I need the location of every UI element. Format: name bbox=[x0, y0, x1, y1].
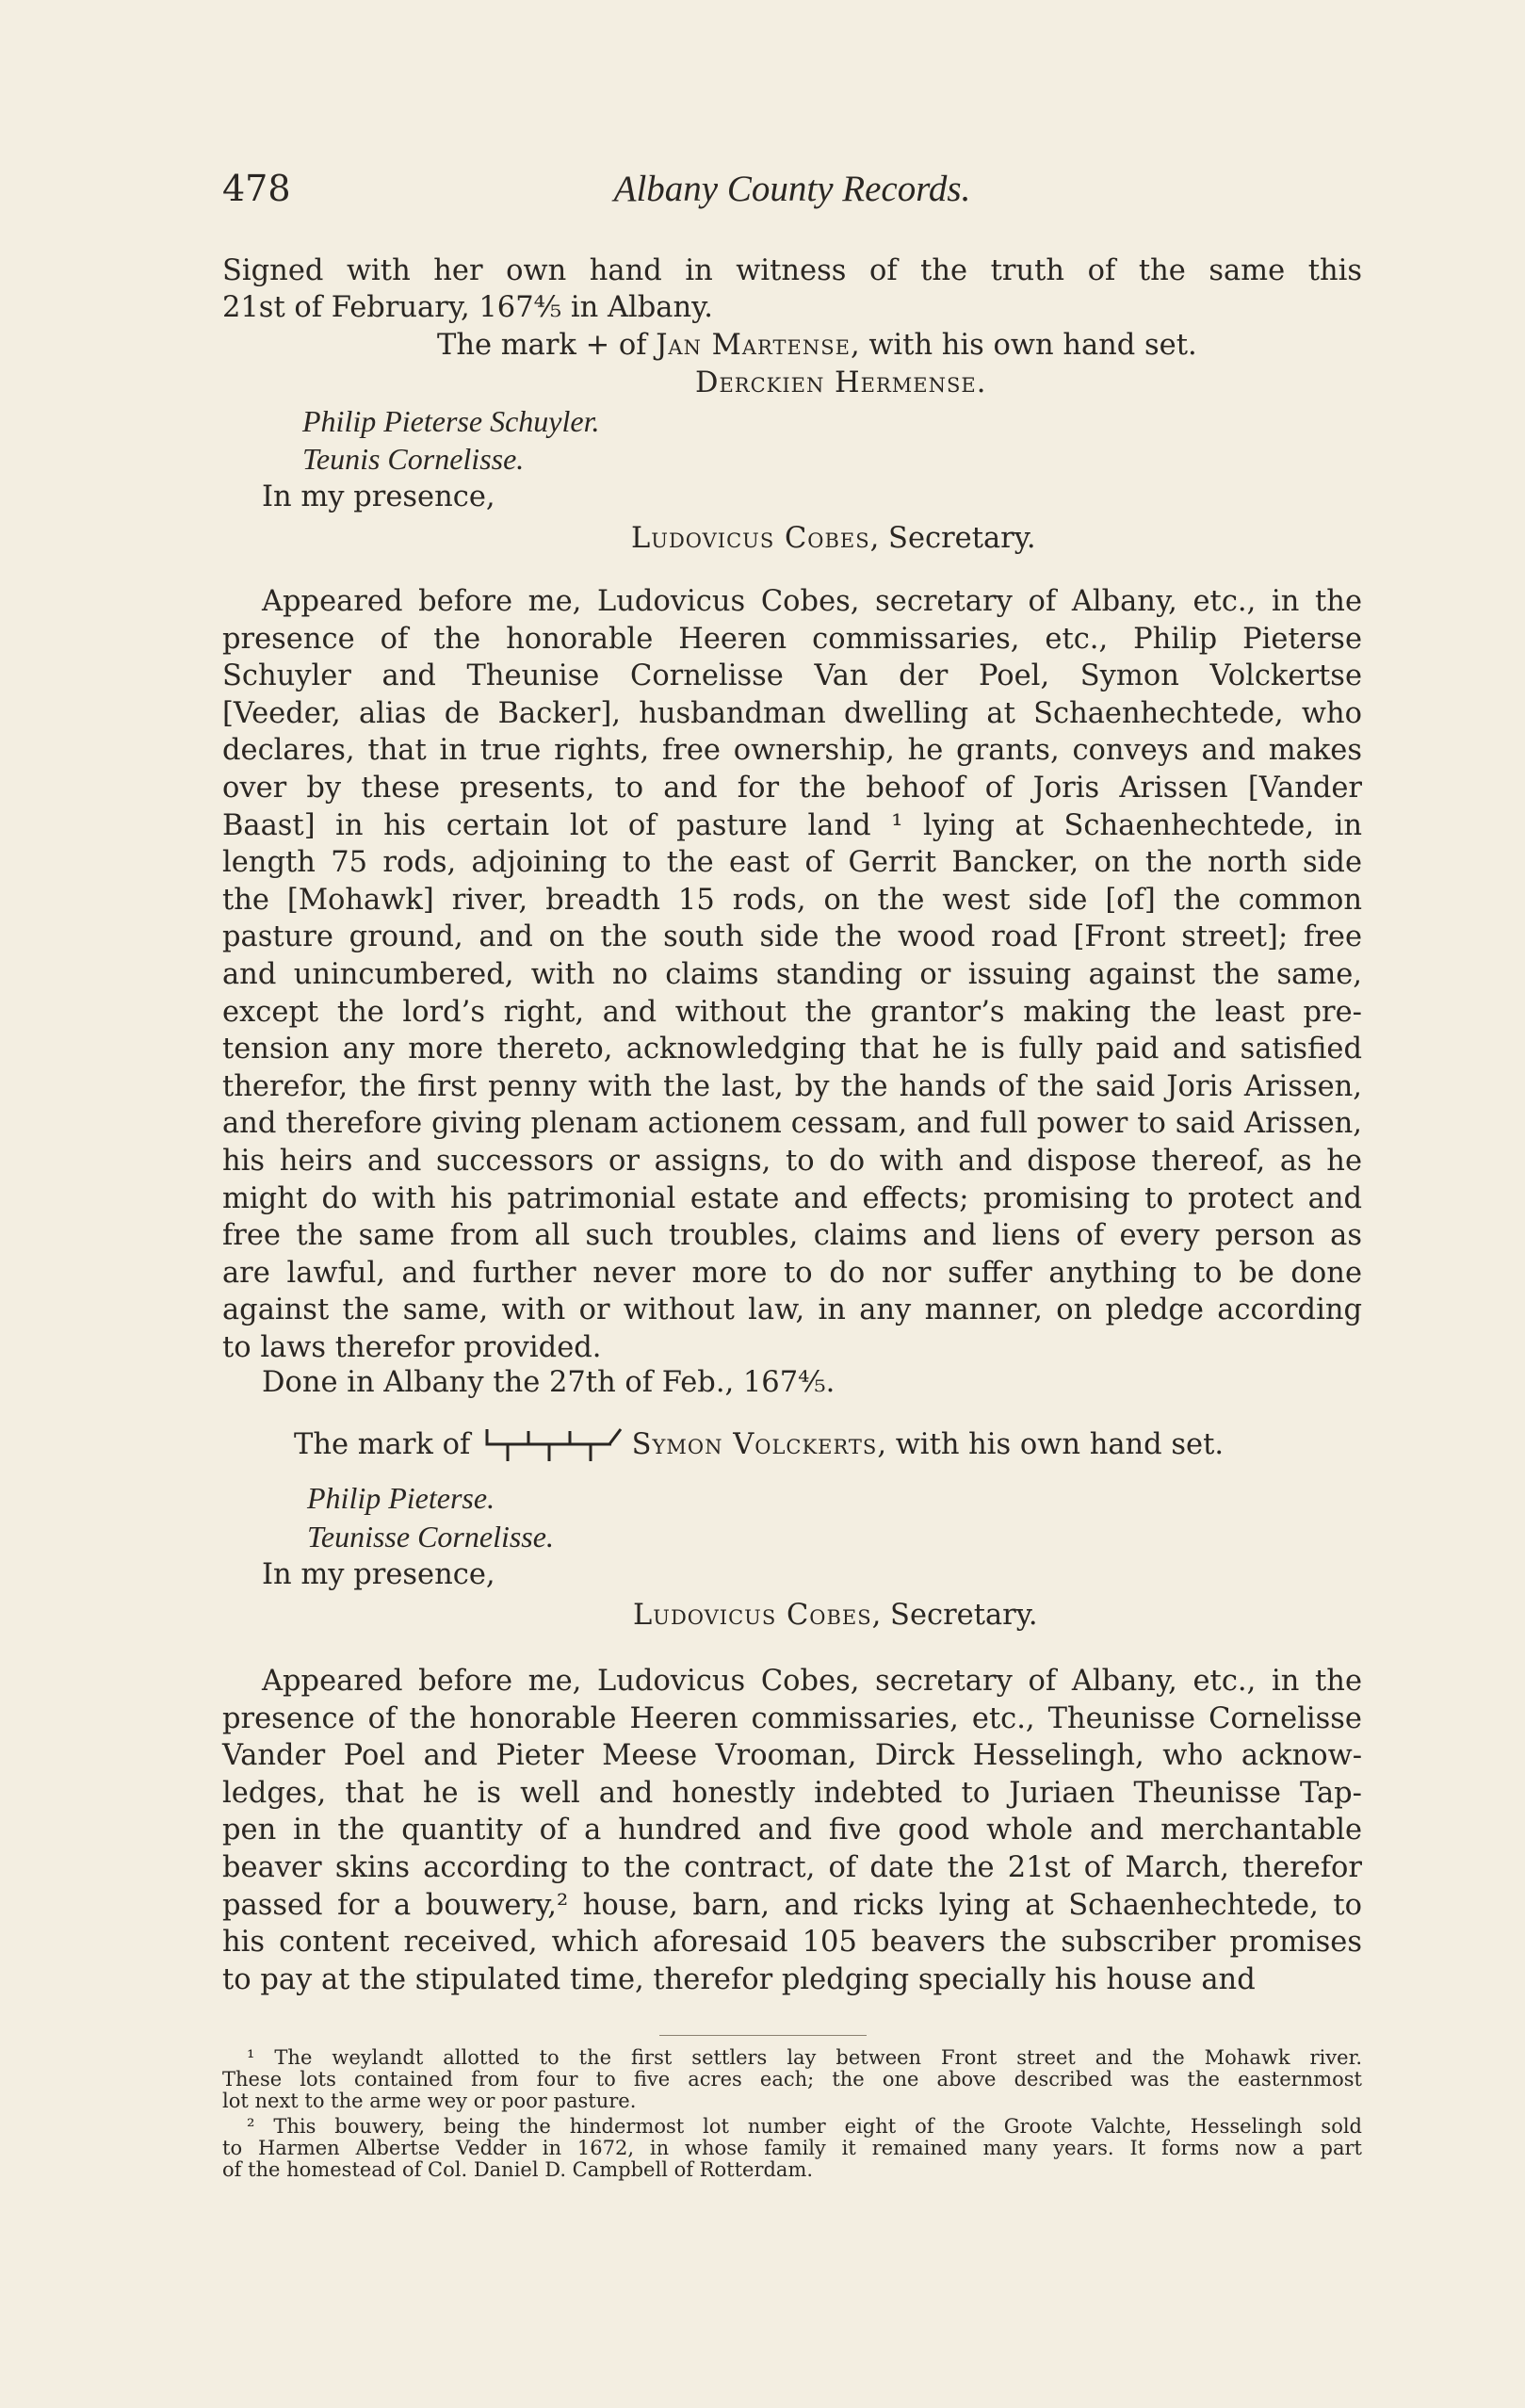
footnote-line: lot next to the arme wey or poor pasture. bbox=[222, 2090, 637, 2112]
mark-name: Symon Volckerts bbox=[631, 1428, 878, 1461]
body-line: are lawful, and further never more to do nor suffer anything to be done bbox=[222, 1256, 1362, 1290]
mark-prefix: The mark of bbox=[294, 1428, 471, 1461]
body-line: to pay at the stipulated time, therefor pledging specially his house and bbox=[222, 1962, 1256, 1996]
body-line: and therefore giving plenam actionem cessam, and full power to said Arissen, bbox=[222, 1107, 1362, 1141]
secretary-title: , Secretary. bbox=[871, 1599, 1038, 1632]
footnote-line: of the homestead of Col. Daniel D. Campbell of Rotterdam. bbox=[222, 2158, 814, 2181]
body-line: presence of the honorable Heeren commissaries, etc., Theunisse Cornelisse bbox=[222, 1701, 1362, 1735]
body-line: his heirs and successors or assigns, to do with and dispose thereof, as he bbox=[222, 1145, 1362, 1178]
body-line: Baast] in his certain lot of pasture land ¹ lying at Schaenhechtede, in bbox=[222, 808, 1362, 842]
body-line: beaver skins according to the contract, of date the 21st of March, therefor bbox=[222, 1851, 1362, 1884]
footnote-separator bbox=[659, 2035, 867, 2036]
signature-mark-line bbox=[437, 327, 1197, 365]
running-title: Albany County Records. bbox=[613, 169, 971, 209]
body-line: 21st of February, 167⅘ in Albany. bbox=[222, 291, 713, 324]
body-line: Vander Poel and Pieter Meese Vrooman, Dirck Hesselingh, who acknow- bbox=[222, 1739, 1362, 1773]
body-line: length 75 rods, adjoining to the east of Gerrit Bancker, on the north side bbox=[222, 846, 1362, 880]
body-line: and unincumbered, with no claims standing or issuing against the same, bbox=[222, 958, 1362, 991]
body-line: free the same from all such troubles, claims and liens of every person as bbox=[222, 1219, 1362, 1253]
witness-name: Teunisse Cornelisse. bbox=[307, 1520, 554, 1554]
body-line: therefor, the first penny with the last, by the hands of the said Joris Arissen, bbox=[222, 1069, 1362, 1103]
body-line: except the lord’s right, and without the grantor’s making the least pre- bbox=[222, 995, 1362, 1029]
body-line: Appeared before me, Ludovicus Cobes, secretary of Albany, etc., in the bbox=[262, 1665, 1362, 1698]
body-line: pen in the quantity of a hundred and five good whole and merchantable bbox=[222, 1814, 1362, 1847]
footnote-line: These lots contained from four to five acres each; the one above described was the easternmost bbox=[222, 2068, 1362, 2091]
body-line: tension any more thereto, acknowledging that he is fully paid and satisfied bbox=[222, 1033, 1362, 1066]
secretary-name: Ludovicus Cobes bbox=[631, 522, 870, 555]
secretary-signature bbox=[631, 520, 1036, 558]
mark-prefix: The mark + of bbox=[437, 329, 657, 362]
presence-line: In my presence, bbox=[262, 480, 495, 513]
mark-name: Jan Martense bbox=[656, 329, 851, 362]
signature-mark-line bbox=[294, 1426, 1224, 1465]
presence-line: In my presence, bbox=[262, 1558, 495, 1591]
signer-name: Derckien Hermense. bbox=[695, 366, 987, 399]
mark-suffix: , with his own hand set. bbox=[877, 1428, 1225, 1461]
secretary-signature bbox=[633, 1597, 1038, 1635]
body-line: to laws therefor provided. bbox=[222, 1331, 602, 1364]
page-header bbox=[222, 168, 1362, 224]
body-line: Schuyler and Theunise Cornelisse Van der Poel, Symon Volckertse bbox=[222, 659, 1362, 693]
witness-name: Philip Pieterse. bbox=[307, 1481, 495, 1515]
body-line: ledges, that he is well and honestly indebted to Juriaen Theunisse Tap- bbox=[222, 1776, 1362, 1810]
secretary-name: Ludovicus Cobes bbox=[633, 1599, 872, 1632]
done-line: Done in Albany the 27th of Feb., 167⅘. bbox=[262, 1366, 836, 1399]
house-mark-symbol bbox=[479, 1427, 623, 1465]
footnote-line: ² This bouwery, being the hindermost lot number eight of the Groote Valchte, Hesselingh sold bbox=[247, 2115, 1362, 2138]
body-line: pasture ground, and on the south side the wood road [Front street]; free bbox=[222, 920, 1362, 954]
body-line: his content received, which aforesaid 105 beavers the subscriber promises bbox=[222, 1926, 1362, 1960]
mark-suffix: , with his own hand set. bbox=[850, 329, 1197, 362]
page-number: 478 bbox=[222, 168, 291, 209]
secretary-title: , Secretary. bbox=[869, 522, 1036, 555]
footnote-line: to Harmen Albertse Vedder in 1672, in whose family it remained many years. It forms now a part bbox=[222, 2137, 1362, 2159]
body-line: Signed with her own hand in witness of the truth of the same this bbox=[222, 254, 1362, 287]
witness-name: Teunis Cornelisse. bbox=[302, 442, 525, 476]
witness-name: Philip Pieterse Schuyler. bbox=[302, 404, 600, 438]
body-line: over by these presents, to and for the behoof of Joris Arissen [Vander bbox=[222, 772, 1362, 805]
body-line: might do with his patrimonial estate and effects; promising to protect and bbox=[222, 1181, 1362, 1215]
body-line: the [Mohawk] river, breadth 15 rods, on the west side [of] the common bbox=[222, 883, 1362, 917]
body-line: presence of the honorable Heeren commissaries, etc., Philip Pieterse bbox=[222, 622, 1362, 656]
body-line: passed for a bouwery,² house, barn, and ricks lying at Schaenhechtede, to bbox=[222, 1888, 1362, 1922]
body-line: [Veeder, alias de Backer], husbandman dwelling at Schaenhechtede, who bbox=[222, 696, 1362, 730]
footnote-line: ¹ The weylandt allotted to the first settlers lay between Front street and the Mohawk river. bbox=[247, 2046, 1362, 2069]
body-line: declares, that in true rights, free ownership, he grants, conveys and makes bbox=[222, 734, 1362, 768]
body-line: Appeared before me, Ludovicus Cobes, secretary of Albany, etc., in the bbox=[262, 585, 1362, 618]
body-line: against the same, with or without law, in any manner, on pledge according bbox=[222, 1293, 1362, 1327]
